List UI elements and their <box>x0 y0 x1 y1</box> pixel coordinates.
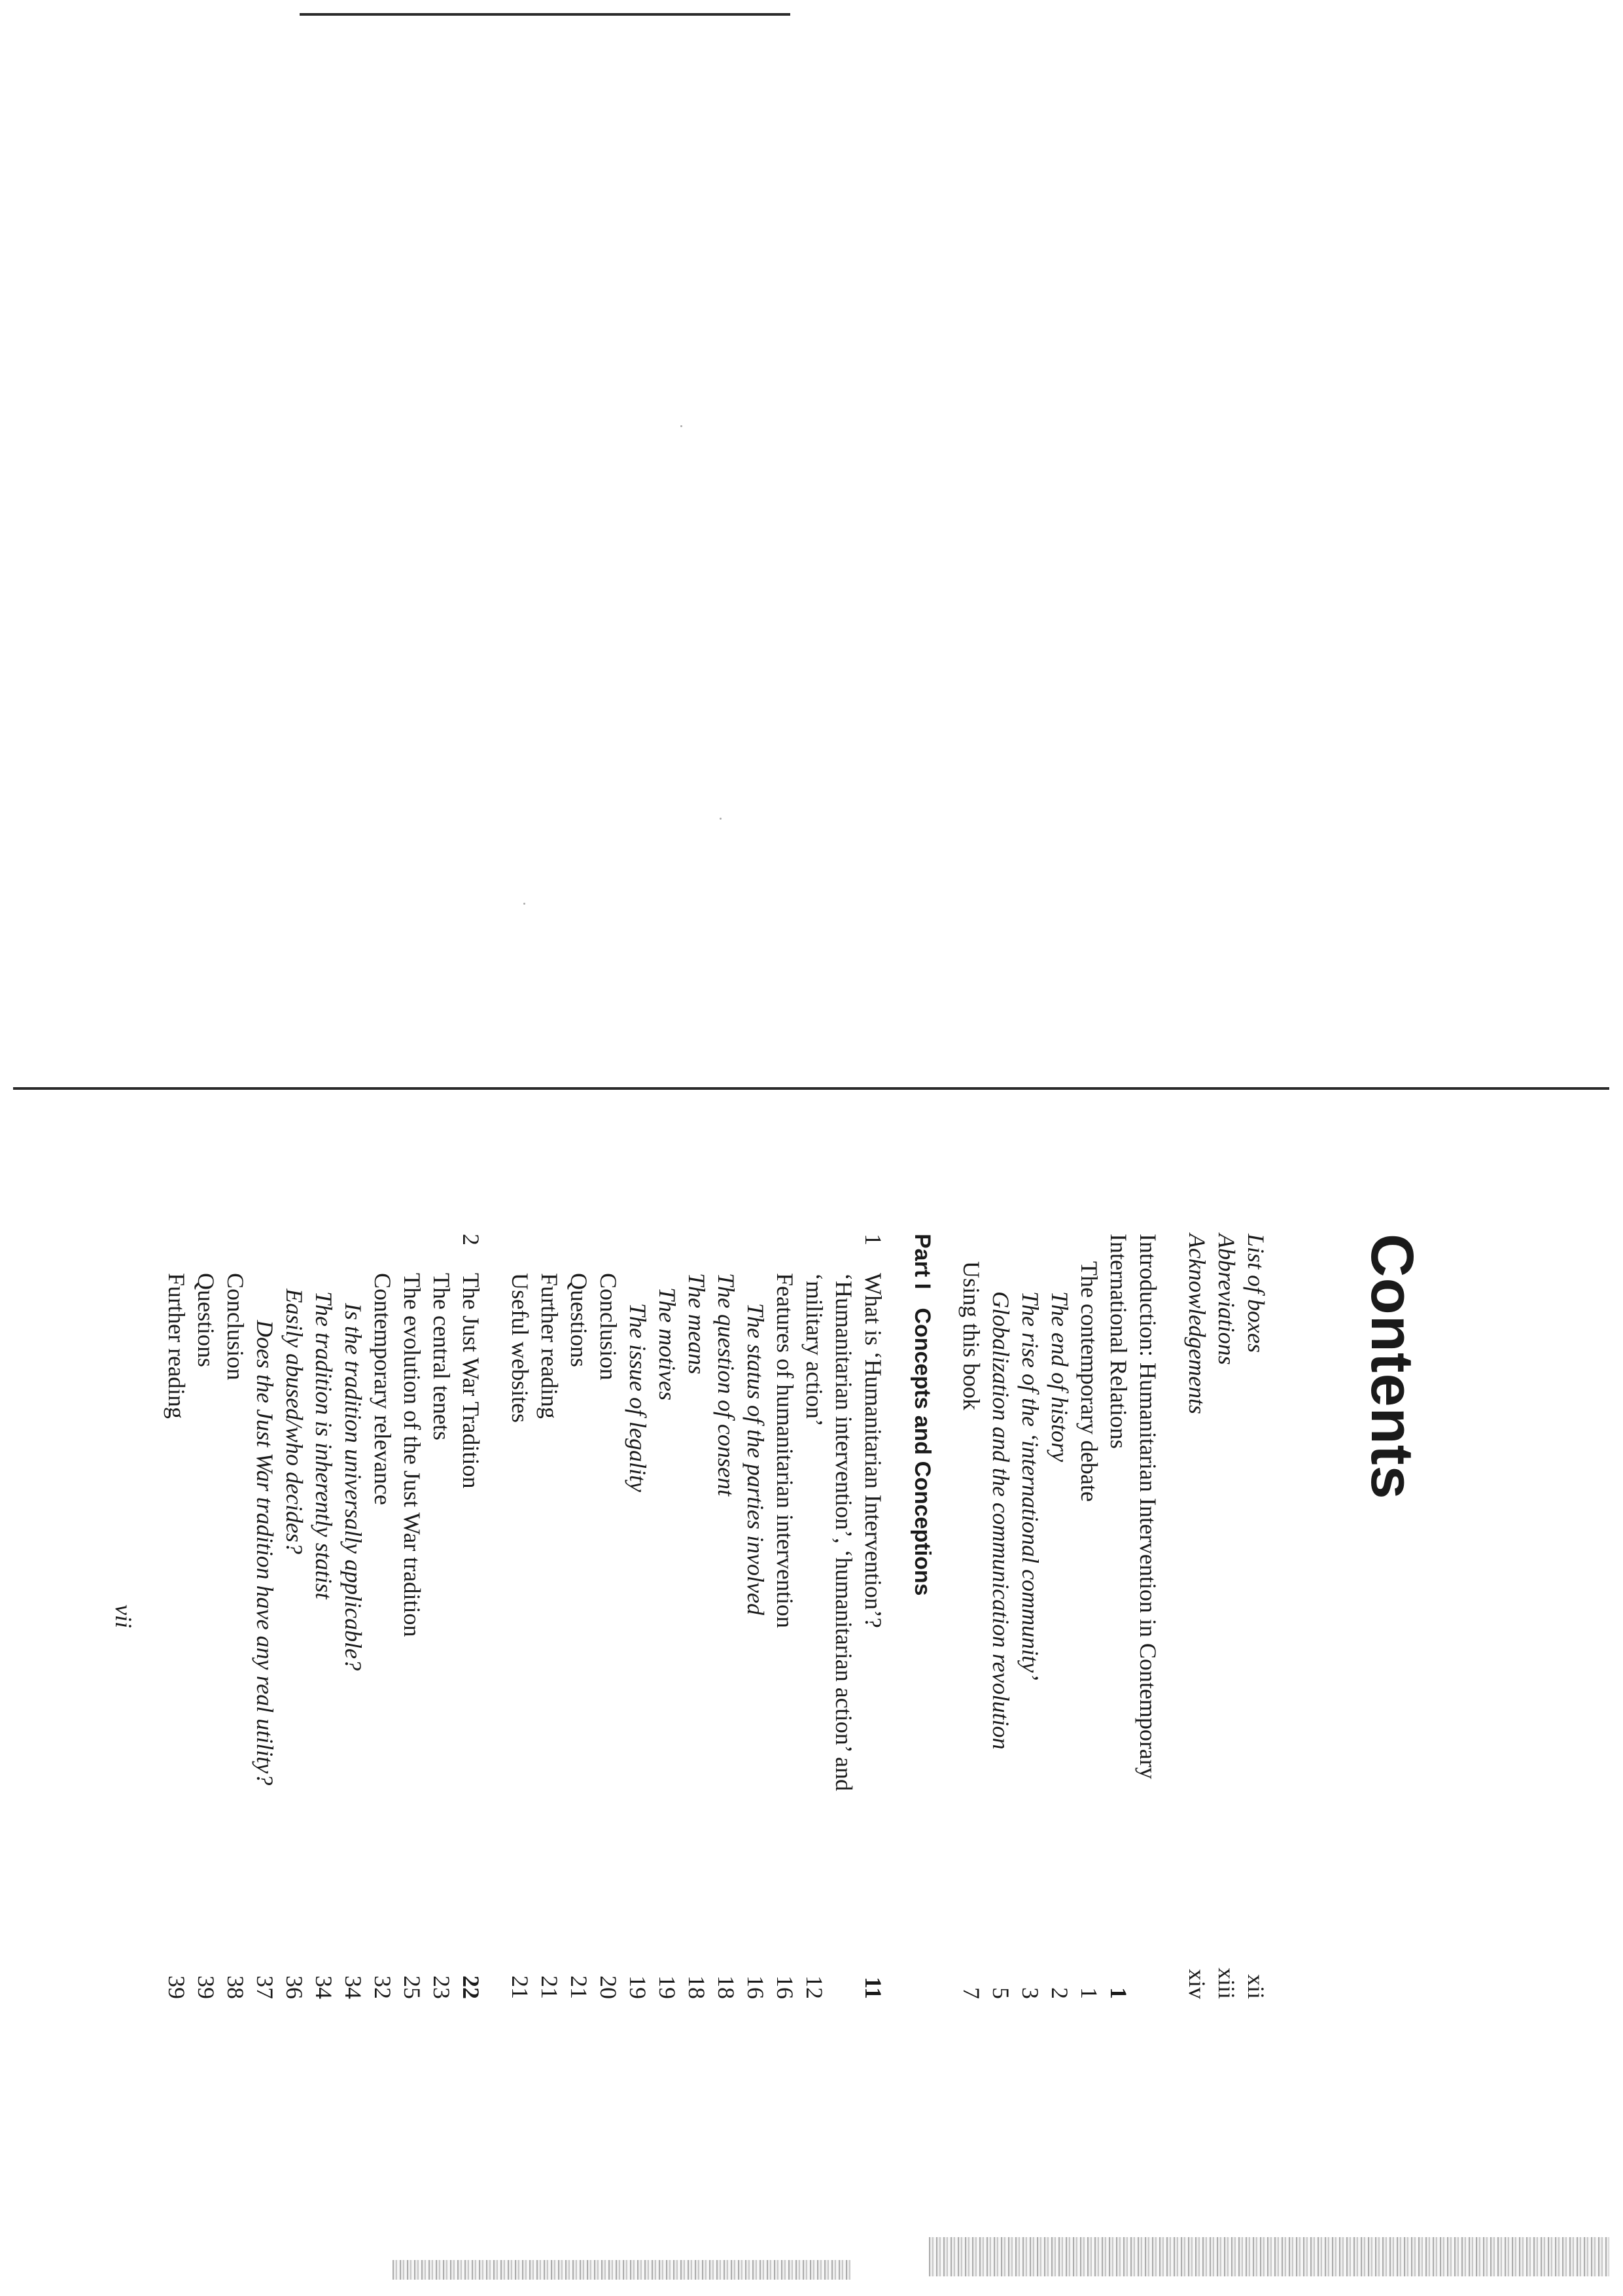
toc-entry-abbreviations: Abbreviations xiii <box>1213 1234 1240 1999</box>
toc-entry: The evolution of the Just War tradition 25 <box>399 1273 425 1999</box>
toc-entry: Does the Just War tradition have any real utility? 37 <box>252 1320 278 1999</box>
toc-entry: The question of consent 18 <box>713 1273 739 1999</box>
toc-entry: Features of humanitarian intervention 16 <box>772 1273 798 1999</box>
toc-entry-acknowledgements: Acknowledgements xiv <box>1184 1234 1210 1999</box>
page-title: Contents <box>1359 1234 1425 1500</box>
toc-entry: Questions 21 <box>566 1273 592 1999</box>
toc-entry: The means 18 <box>684 1273 710 1999</box>
toc-entry: Conclusion 38 <box>222 1273 249 1999</box>
page-number: vii <box>111 1605 137 1628</box>
toc-entry: Useful websites 21 <box>507 1273 533 1999</box>
page-fold-line <box>13 1087 1609 1090</box>
toc-entry: Conclusion 20 <box>595 1273 621 1999</box>
toc-entry: ‘Humanitarian intervention’, ‘humanitarian action’ and <box>831 1273 857 1792</box>
toc-entry: The tradition is inherently statist 34 <box>311 1291 337 1999</box>
scan-grain-right <box>929 2237 1609 2276</box>
toc-chapter-1: 1 What is ‘Humanitarian Intervention’? 11 <box>860 1234 886 1999</box>
toc-entry-introduction-cont: International Relations 1 <box>1106 1234 1132 1999</box>
toc-entry: The end of history 2 <box>1047 1291 1073 1999</box>
toc-entry-list-of-boxes: List of boxes xii <box>1243 1234 1269 1999</box>
toc-entry: The central tenets 23 <box>428 1273 455 1999</box>
toc-entry: The motives 19 <box>654 1287 680 1999</box>
toc-entry: The issue of legality 19 <box>625 1303 651 1999</box>
toc-entry-introduction: Introduction: Humanitarian Intervention in Contemporary <box>1135 1234 1161 1779</box>
toc-entry: ‘military action’ 12 <box>801 1273 828 1999</box>
toc-entry: The status of the parties involved 16 <box>742 1303 769 1999</box>
toc-entry: Further reading 39 <box>164 1273 190 1999</box>
toc-part-heading: Part I Concepts and Conceptions <box>910 1234 935 1596</box>
scan-edge-top <box>300 13 790 16</box>
toc-entry: Using this book 7 <box>958 1261 985 1999</box>
toc-entry: Is the tradition universally applicable? 34 <box>340 1303 366 1999</box>
scan-grain-left <box>393 2260 850 2280</box>
toc-entry: Contemporary relevance 32 <box>370 1273 396 1999</box>
scan-speck <box>720 818 722 820</box>
scan-speck <box>680 425 682 427</box>
toc-entry: Questions 39 <box>193 1273 219 1999</box>
scan-speck <box>523 903 525 905</box>
toc-entry: Further reading 21 <box>536 1273 563 1999</box>
toc-entry: Globalization and the communication revolution 5 <box>988 1291 1014 1999</box>
toc-entry: The contemporary debate 1 <box>1076 1261 1102 1999</box>
toc-entry: The rise of the ‘international community’ 3 <box>1017 1291 1043 1999</box>
toc-list <box>162 1234 1270 1999</box>
contents-page <box>7 1177 1446 2211</box>
toc-entry: Easily abused/who decides? 36 <box>281 1289 307 1999</box>
toc-chapter-2: 2 The Just War Tradition 22 <box>458 1234 484 1999</box>
